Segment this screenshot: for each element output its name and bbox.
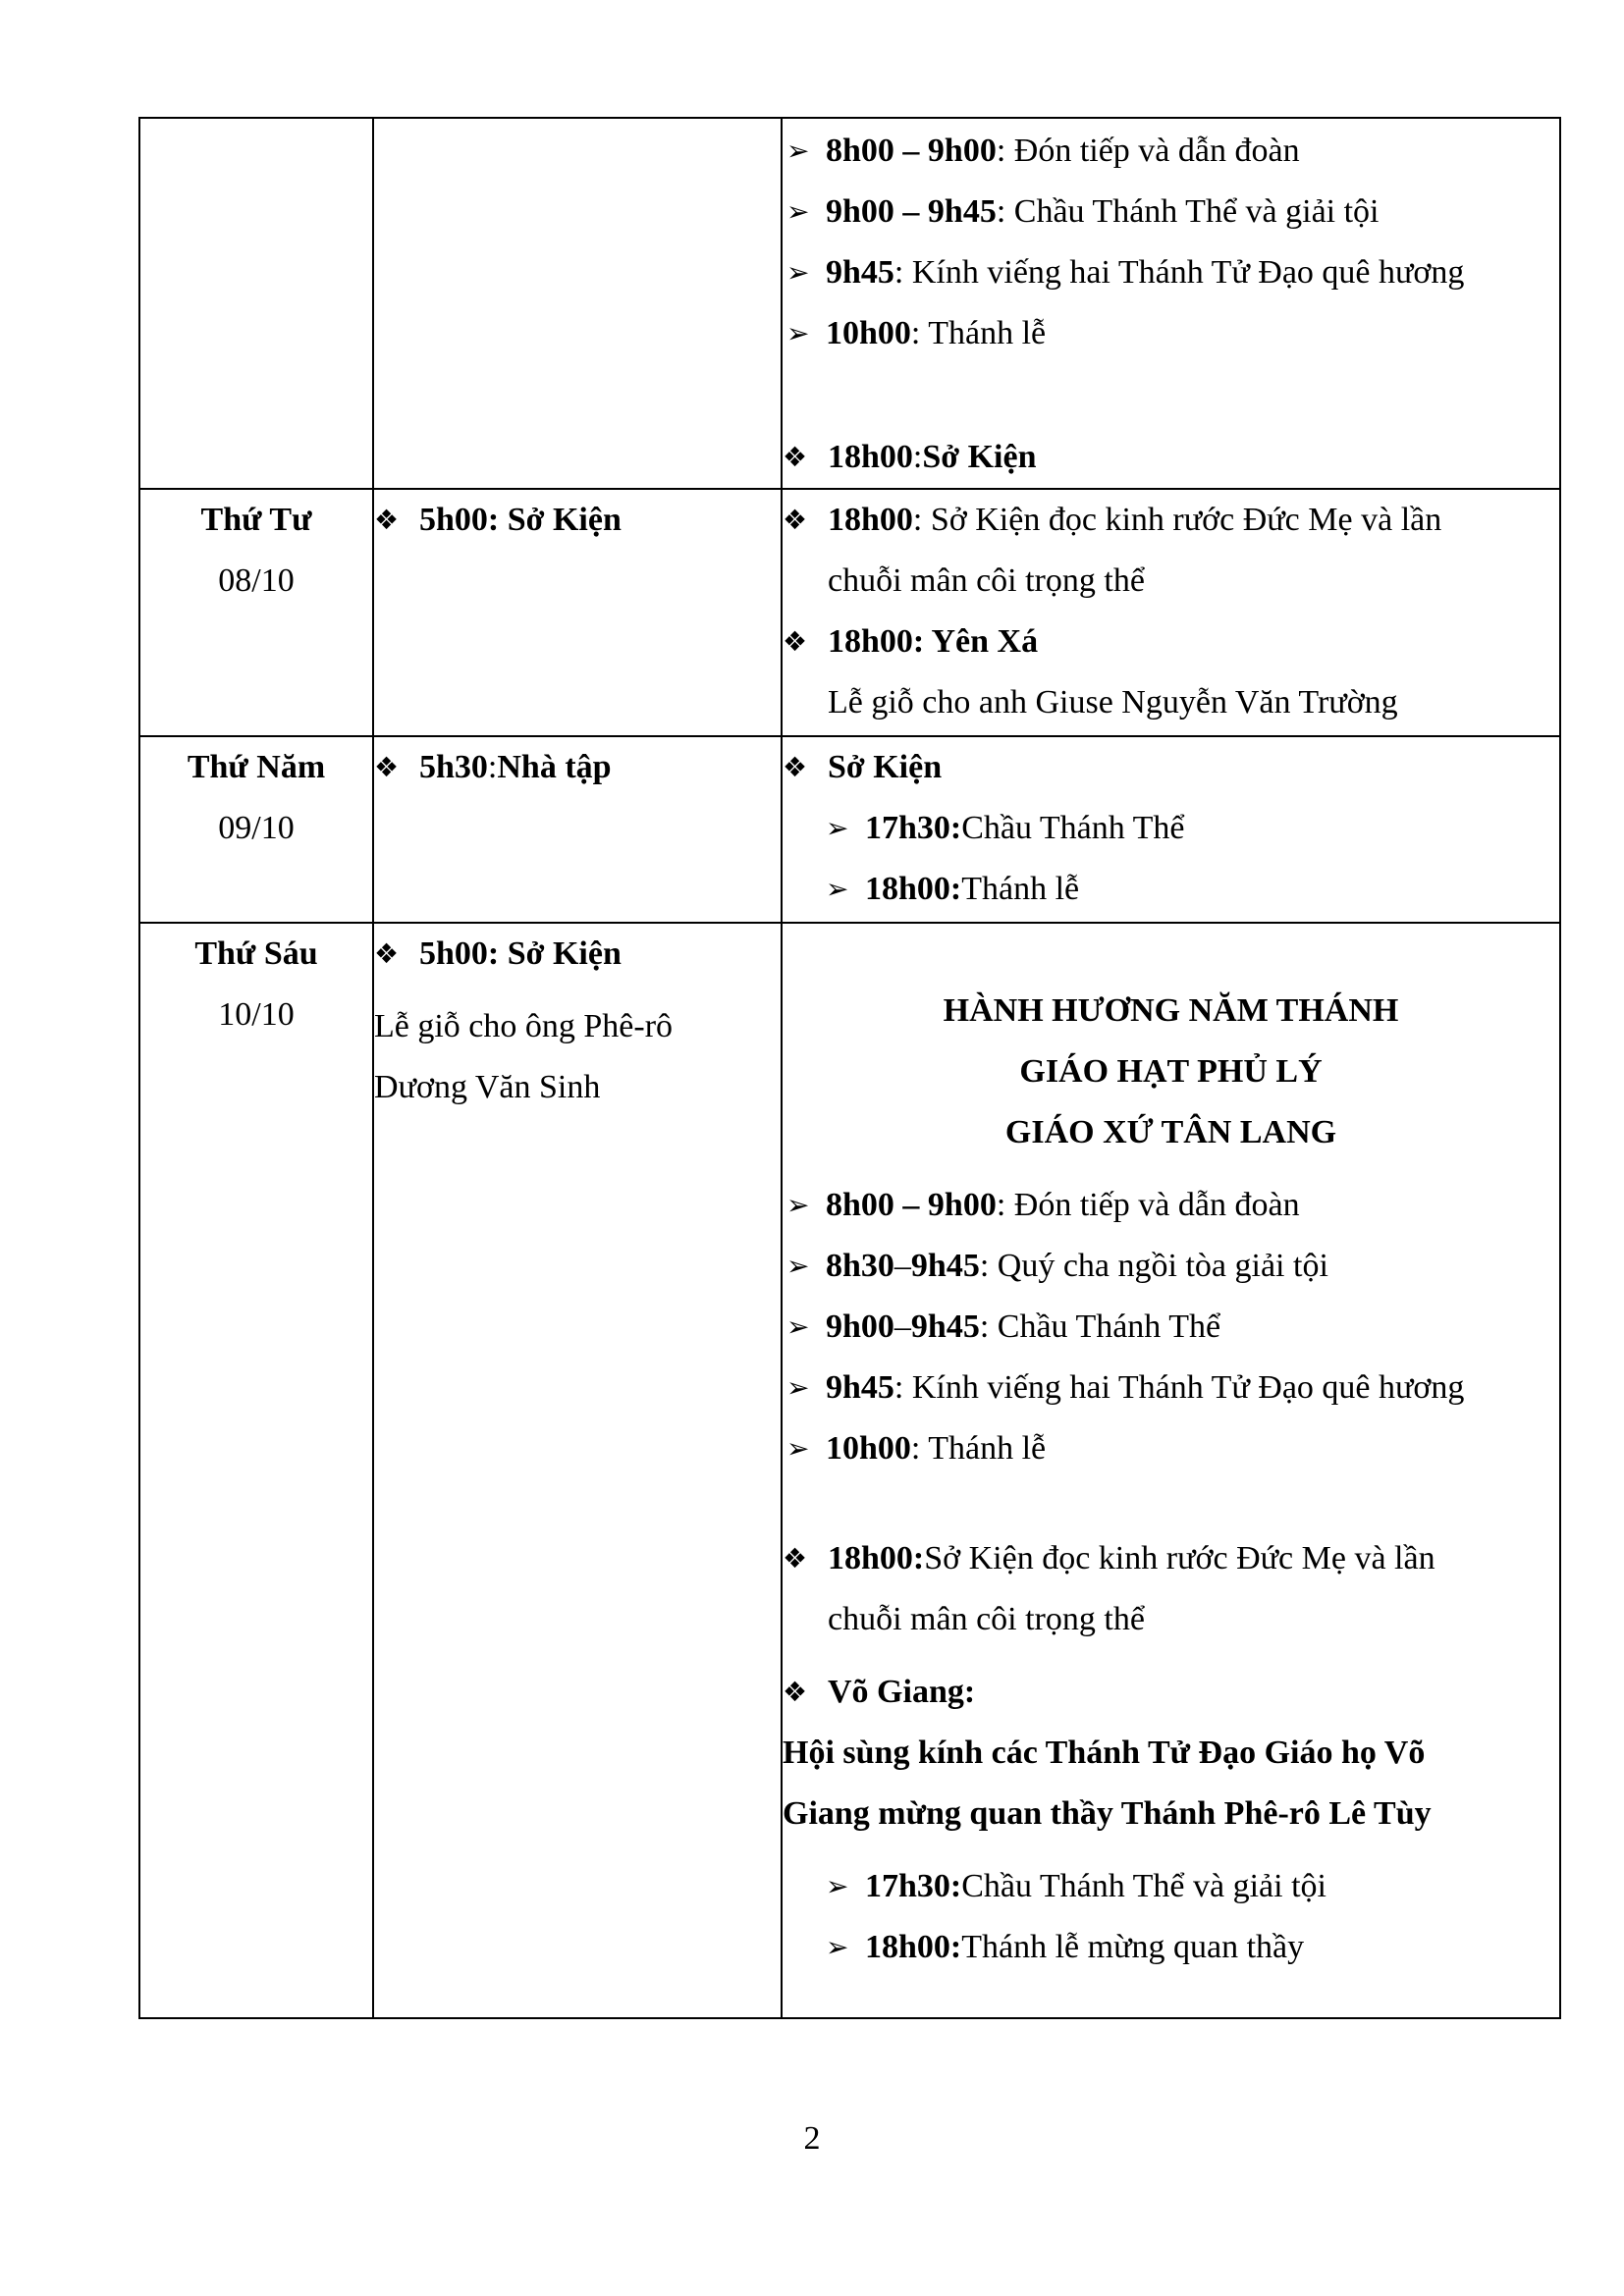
diamond-bullet-icon: ❖ bbox=[783, 1542, 808, 1575]
day-name: Thứ Tư bbox=[200, 502, 312, 538]
arrow-bullet-icon: ➢ bbox=[826, 873, 849, 905]
list-item: ➢ 9h00 – 9h45 : Chầu Thánh Thể và giải tội bbox=[783, 182, 1559, 242]
morning-cell bbox=[373, 923, 782, 2018]
memorial-note: Lễ giỗ cho ông Phê-rô bbox=[374, 1008, 674, 1044]
table-row bbox=[139, 923, 1560, 2018]
list-item: ➢ 9h00 – 9h45 : Chầu Thánh Thể bbox=[783, 1297, 1559, 1358]
list-item: ➢ 9h45 : Kính viếng hai Thánh Tử Đạo quê hương bbox=[783, 1358, 1559, 1418]
arrow-bullet-icon: ➢ bbox=[786, 1371, 810, 1404]
day-name: Thứ Năm bbox=[187, 749, 326, 785]
diamond-bullet-icon: ❖ bbox=[374, 504, 400, 536]
feast-title: Giang mừng quan thầy Thánh Phê-rô Lê Tùy bbox=[783, 1795, 1432, 1832]
list-item: ➢ 17h30: Chầu Thánh Thể bbox=[783, 798, 1559, 859]
arrow-bullet-icon: ➢ bbox=[786, 195, 810, 228]
arrow-bullet-icon: ➢ bbox=[786, 1189, 810, 1221]
list-item: ❖ 5h00: Sở Kiện bbox=[374, 490, 781, 551]
list-item: ➢ 17h30: Chầu Thánh Thể và giải tội bbox=[783, 1856, 1559, 1917]
day-cell bbox=[139, 923, 373, 2018]
list-item: ❖ Võ Giang: bbox=[783, 1662, 1559, 1723]
diamond-bullet-icon: ❖ bbox=[783, 1676, 808, 1708]
section-heading: GIÁO XỨ TÂN LANG bbox=[1004, 1114, 1337, 1150]
diamond-bullet-icon: ❖ bbox=[783, 751, 808, 783]
morning-cell bbox=[373, 118, 782, 489]
list-item: ➢ 10h00 : Thánh lễ bbox=[783, 303, 1559, 364]
diamond-bullet-icon: ❖ bbox=[783, 504, 808, 536]
feast-title: Hội sùng kính các Thánh Tử Đạo Giáo họ Võ bbox=[783, 1735, 1426, 1771]
day-date: 09/10 bbox=[218, 810, 295, 846]
table-row bbox=[139, 489, 1560, 736]
list-item: ➢ 18h00: Thánh lễ bbox=[783, 859, 1559, 920]
list-item: ❖ 18h00 : Sở Kiện đọc kinh rước Đức Mẹ và lần bbox=[783, 490, 1559, 551]
list-item: ❖ 18h00: Yên Xá bbox=[783, 612, 1559, 672]
morning-cell bbox=[373, 736, 782, 923]
list-item: ❖ 5h30 : Nhà tập bbox=[374, 737, 781, 798]
arrow-bullet-icon: ➢ bbox=[826, 1870, 849, 1902]
schedule-table bbox=[138, 117, 1561, 2019]
memorial-note: Dương Văn Sinh bbox=[374, 1069, 601, 1105]
diamond-bullet-icon: ❖ bbox=[783, 441, 808, 473]
arrow-bullet-icon: ➢ bbox=[786, 1250, 810, 1282]
arrow-bullet-icon: ➢ bbox=[786, 1432, 810, 1465]
diamond-bullet-icon: ❖ bbox=[374, 751, 400, 783]
evening-cell: HÀNH HƯƠNG NĂM THÁNH GIÁO HẠT PHỦ LÝ GIÁO XỨ TÂN LANG ➢ 8h00 – 9h00 : Đón tiếp và dẫn đoàn ➢ 8h30 – 9h45 : Quý cha ngồi tòa giải tội ➢ 9h00 – 9h45 : Chầu Thánh Thể ➢ 9h45 : Kính viếng hai Thánh Tử Đạo quê hương ➢ 10h00 : Thánh lễ ❖ 18h00: Sở Kiện đọc kinh rước Đức Mẹ và lần chuỗi mân côi trọng thể ❖ Võ Giang: Hội sùng kính các Thánh Tử Đạo Giáo họ Võ Giang mừng quan thầy Thánh Phê-rô Lê Tùy ➢ 17h30: Chầu Thánh Thể và giải tội ➢ 18h00: Thánh lễ mừng quan thầy bbox=[782, 923, 1560, 2018]
evening-cell: ❖ 18h00 : Sở Kiện đọc kinh rước Đức Mẹ và lần chuỗi mân côi trọng thể ❖ 18h00: Yên Xá Lễ giỗ cho anh Giuse Nguyễn Văn Trường bbox=[782, 489, 1560, 736]
day-name: Thứ Sáu bbox=[194, 935, 318, 972]
day-cell bbox=[139, 736, 373, 923]
section-heading: GIÁO HẠT PHỦ LÝ bbox=[1019, 1053, 1323, 1090]
day-date: 08/10 bbox=[218, 562, 295, 599]
list-item: ❖ 5h00: Sở Kiện bbox=[374, 924, 781, 985]
day-cell bbox=[139, 118, 373, 489]
arrow-bullet-icon: ➢ bbox=[786, 256, 810, 289]
diamond-bullet-icon: ❖ bbox=[783, 625, 808, 658]
table-row bbox=[139, 736, 1560, 923]
morning-cell bbox=[373, 489, 782, 736]
page-number: 2 bbox=[803, 2120, 821, 2157]
day-cell bbox=[139, 489, 373, 736]
arrow-bullet-icon: ➢ bbox=[786, 134, 810, 167]
diamond-bullet-icon: ❖ bbox=[374, 937, 400, 970]
section-heading: HÀNH HƯƠNG NĂM THÁNH bbox=[943, 992, 1399, 1029]
table-row bbox=[139, 118, 1560, 489]
arrow-bullet-icon: ➢ bbox=[786, 1310, 810, 1343]
list-item: ➢ 8h30 – 9h45 : Quý cha ngồi tòa giải tội bbox=[783, 1236, 1559, 1297]
list-item: ➢ 8h00 – 9h00 : Đón tiếp và dẫn đoàn bbox=[783, 1175, 1559, 1236]
day-date: 10/10 bbox=[218, 996, 295, 1033]
arrow-bullet-icon: ➢ bbox=[826, 812, 849, 844]
list-item: ➢ 9h45 : Kính viếng hai Thánh Tử Đạo quê hương bbox=[783, 242, 1559, 303]
list-item: ❖ 18h00 : Sở Kiện bbox=[783, 427, 1559, 488]
arrow-bullet-icon: ➢ bbox=[786, 317, 810, 349]
list-item: ➢ 18h00: Thánh lễ mừng quan thầy bbox=[783, 1917, 1559, 1978]
list-item: ➢ 10h00 : Thánh lễ bbox=[783, 1418, 1559, 1479]
arrow-bullet-icon: ➢ bbox=[826, 1931, 849, 1963]
list-item: ❖ Sở Kiện bbox=[783, 737, 1559, 798]
list-item: ➢ 8h00 – 9h00 : Đón tiếp và dẫn đoàn bbox=[783, 121, 1559, 182]
list-item: ❖ 18h00: Sở Kiện đọc kinh rước Đức Mẹ và lần bbox=[783, 1528, 1559, 1589]
evening-cell bbox=[782, 118, 1560, 489]
evening-cell bbox=[782, 736, 1560, 923]
